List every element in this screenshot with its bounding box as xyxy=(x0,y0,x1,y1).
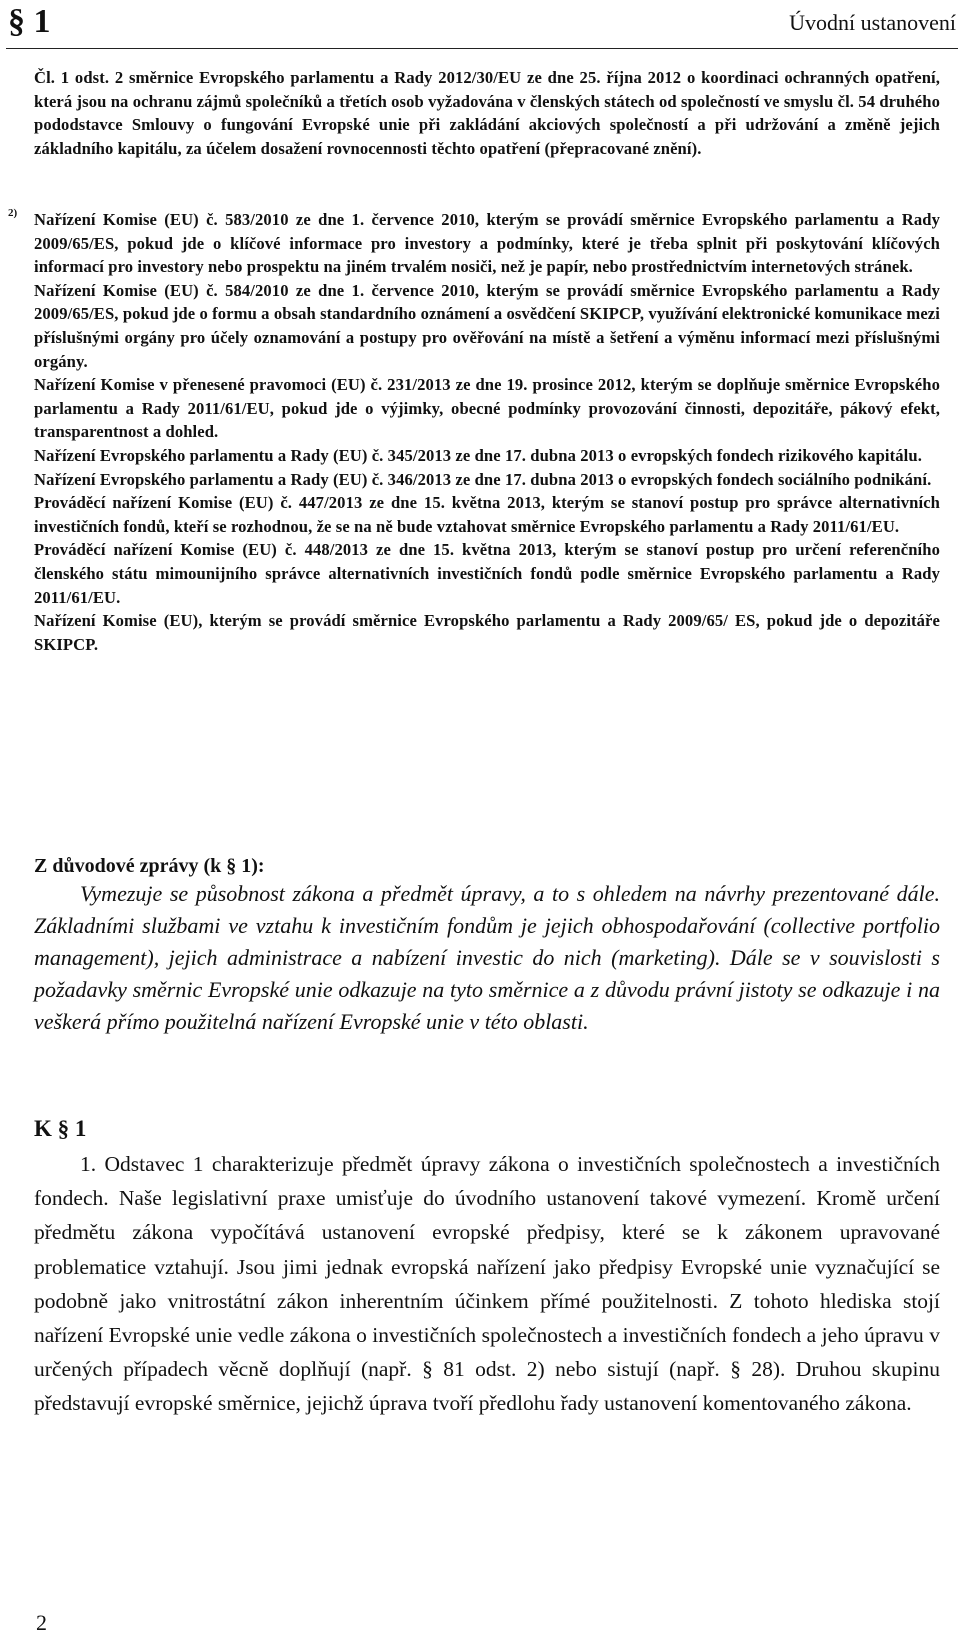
header-divider xyxy=(6,48,958,49)
footnote-item: Nařízení Komise (EU), kterým se provádí směrnice Evropského parlamentu a Rady 2009/65/ ES, pokud jde o depozitáře SKIPCP. xyxy=(34,611,940,654)
footnote-item: Nařízení Evropského parlamentu a Rady (EU) č. 346/2013 ze dne 17. dubna 2013 o evropských fondech sociálního podnikání. xyxy=(34,469,932,489)
footnote-2 xyxy=(34,208,940,656)
grounds-text: Vymezuje se působnost zákona a předmět úpravy, a to s ohledem na návrhy prezentované dále. Základními službami ve vztahu k investičním fondům je jejich obhospodařování (collective portfolio management), jejich administrace a nabízení investic do nich (marketing). Dále se v souvislosti s požadavky směrnic Evropské unie odkazuje na tyto směrnice a z důvodu právní jistoty se odkazuje i na veškerá přímo použitelná nařízení Evropské unie v této oblasti. xyxy=(34,881,940,1034)
footnote-item: Nařízení Komise (EU) č. 584/2010 ze dne 1. července 2010, kterým se provádí směrnice Evropského parlamentu a Rady 2009/65/ES, pokud jde o formu a obsah standardního oznámení a osvědčení SKIPCP, využívání elektronické komunikace mezi příslušnými orgány pro účely oznamování a postupy pro ověřování na místě a šetření a výměnu informací mezi příslušnými orgány. xyxy=(34,280,940,371)
footnote-1 xyxy=(34,66,940,160)
section-number: § 1 xyxy=(8,3,51,40)
grounds-heading: Z důvodové zprávy (k § 1): xyxy=(34,855,265,877)
footnote-item: Prováděcí nařízení Komise (EU) č. 448/2013 ze dne 15. května 2013, kterým se stanoví postup pro určení referenčního členského státu mimounijního správce alternativních investičních fondů podle směrnice Evropského parlamentu a Rady 2011/61/EU. xyxy=(34,540,940,607)
footnote-item: Nařízení Evropského parlamentu a Rady (EU) č. 345/2013 ze dne 17. dubna 2013 o evropských fondech rizikového kapitálu. xyxy=(34,445,922,465)
commentary-text: 1. Odstavec 1 charakterizuje předmět úpravy zákona o investičních společnostech a investičních fondech. Naše legislativní praxe umisťuje do úvodního ustanovení takové vymezení. Kromě určení předmětu zákona vypočítává ustanovení evropské předpisy, které se k zákonem upravované problematice vztahují. Jsou jimi jednak evropská nařízení jako předpisy Evropské unie vyznačující se podobně jako vnitrostátní zákon inherentním účinkem přímé použitelnosti. Z tohoto hlediska stojí nařízení Evropské unie vedle zákona o investičních společnostech a investičních fondech a jeho úpravu v určených případech věcně doplňují (např. § 81 odst. 2) nebo sistují (např. § 28). Druhou skupinu představují evropské směrnice, jejichž úprava tvoří předlohu řady ustanovení komentovaného zákona. xyxy=(34,1152,940,1416)
section-header xyxy=(6,0,958,52)
footnote-item: Nařízení Komise v přenesené pravomoci (EU) č. 231/2013 ze dne 19. prosince 2012, kterým se doplňuje směrnice Evropského parlamentu a Rady 2011/61/EU, pokud jde o výjimky, obecné podmínky provozování činnosti, depozitáře, pákový efekt, transparentnost a dohled. xyxy=(34,375,940,442)
page-number: 2 xyxy=(36,1610,47,1635)
footnote-2-marker: 2) xyxy=(8,207,18,219)
footnote-1-text: Čl. 1 odst. 2 směrnice Evropského parlamentu a Rady 2012/30/EU ze dne 25. října 2012 o koordinaci ochranných opatření, která jsou na ochranu zájmů společníků a třetích osob vyžadována v členských státech od společností ve smyslu čl. 54 druhého pododstavce Smlouvy o fungování Evropské unie při zakládání akciových společností a při udržování a změně jejich základního kapitálu, za účelem dosažení rovnocennosti těchto opatření (přepracované znění). xyxy=(34,68,940,158)
footnote-item: Nařízení Komise (EU) č. 583/2010 ze dne 1. července 2010, kterým se provádí směrnice Evropského parlamentu a Rady 2009/65/ES, pokud jde o klíčové informace pro investory a podmínky, které je třeba splnit při poskytování klíčových informací pro investory nebo prospektu na jiném trvalém nosiči, než je papír, nebo prostřednictvím internetových stránek. xyxy=(34,210,940,277)
footnote-item: Prováděcí nařízení Komise (EU) č. 447/2013 ze dne 15. května 2013, kterým se stanoví postup pro správce alternativních investičních fondů, kteří se rozhodnou, že se na ně bude vztahovat směrnice Evropského parlamentu a Rady 2011/61/EU. xyxy=(34,493,940,536)
section-title: Úvodní ustanovení xyxy=(789,10,956,35)
commentary-heading: K § 1 xyxy=(34,1116,87,1141)
